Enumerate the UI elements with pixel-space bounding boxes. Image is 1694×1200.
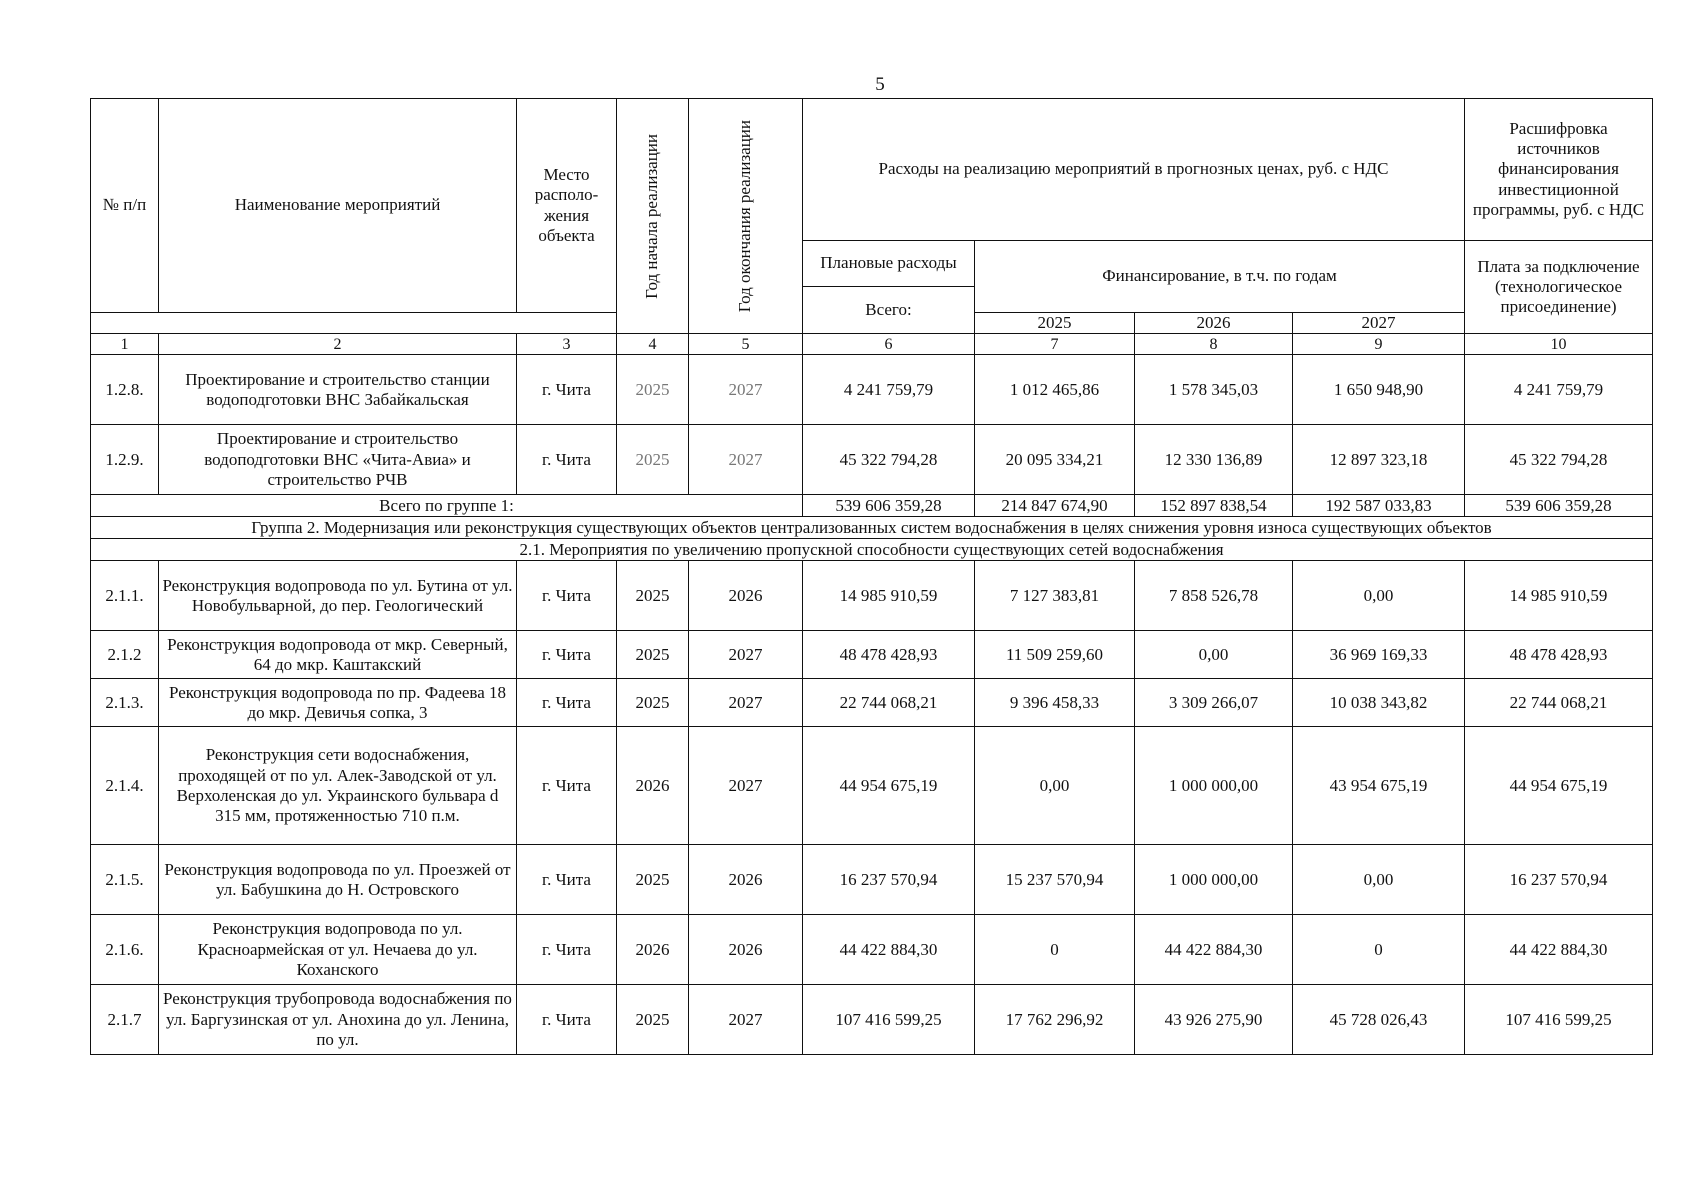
row-total: 48 478 428,93 [803, 631, 975, 679]
table-row [91, 425, 1653, 495]
row-place: г. Чита [517, 915, 617, 985]
row-connection: 48 478 428,93 [1465, 631, 1653, 679]
row-end: 2026 [689, 845, 803, 915]
group-total-2027: 192 587 033,83 [1293, 495, 1465, 517]
row-place: г. Чита [517, 355, 617, 425]
row-total: 107 416 599,25 [803, 985, 975, 1055]
row-place: г. Чита [517, 561, 617, 631]
row-2025: 9 396 458,33 [975, 679, 1135, 727]
subgroup-2-1-title: 2.1. Мероприятия по увеличению пропускной способности существующих сетей водоснабжения [91, 539, 1653, 561]
group-total-connection: 539 606 359,28 [1465, 495, 1653, 517]
row-total: 44 422 884,30 [803, 915, 975, 985]
header-planned: Плановые расходы [803, 241, 975, 287]
row-2027: 0 [1293, 915, 1465, 985]
row-2026: 0,00 [1135, 631, 1293, 679]
row-2027: 36 969 169,33 [1293, 631, 1465, 679]
row-name: Реконструкция водопровода по ул. Бутина от ул. Новобульварной, до пер. Геологический [159, 561, 517, 631]
header-num: № п/п [91, 99, 159, 313]
row-total: 44 954 675,19 [803, 727, 975, 845]
group-total-label: Всего по группе 1: [91, 495, 803, 517]
row-2025: 0,00 [975, 727, 1135, 845]
group-2-title: Группа 2. Модернизация или реконструкция существующих объектов централизованных систем водоснабжения в целях снижения уровня износа существующих объектов [91, 517, 1653, 539]
header-sources: Расшифровка источников финансирования инвестиционной программы, руб. с НДС [1465, 99, 1653, 241]
row-2025: 7 127 383,81 [975, 561, 1135, 631]
row-place: г. Чита [517, 727, 617, 845]
header-end-year [689, 99, 803, 334]
row-end: 2027 [689, 679, 803, 727]
row-start: 2026 [617, 915, 689, 985]
row-2026: 3 309 266,07 [1135, 679, 1293, 727]
row-2025: 15 237 570,94 [975, 845, 1135, 915]
table-row [91, 727, 1653, 845]
row-num: 2.1.1. [91, 561, 159, 631]
group-total-2026: 152 897 838,54 [1135, 495, 1293, 517]
row-2025: 0 [975, 915, 1135, 985]
column-index: 8 [1135, 334, 1293, 355]
row-2027: 0,00 [1293, 845, 1465, 915]
row-num: 2.1.5. [91, 845, 159, 915]
row-connection: 45 322 794,28 [1465, 425, 1653, 495]
group-total-2025: 214 847 674,90 [975, 495, 1135, 517]
row-name: Проектирование и строительство станции водоподготовки ВНС Забайкальская [159, 355, 517, 425]
investment-program-table [90, 98, 1653, 1055]
row-start: 2025 [617, 985, 689, 1055]
row-num: 2.1.2 [91, 631, 159, 679]
row-2027: 43 954 675,19 [1293, 727, 1465, 845]
row-2027: 1 650 948,90 [1293, 355, 1465, 425]
header-start-year-label: Год начала реализации [642, 133, 662, 299]
row-total: 4 241 759,79 [803, 355, 975, 425]
row-connection: 14 985 910,59 [1465, 561, 1653, 631]
row-name: Реконструкция трубопровода водоснабжения по ул. Баргузинская от ул. Анохина до ул. Ленина, по ул. [159, 985, 517, 1055]
row-connection: 4 241 759,79 [1465, 355, 1653, 425]
row-end: 2027 [689, 631, 803, 679]
column-index: 5 [689, 334, 803, 355]
row-num: 2.1.3. [91, 679, 159, 727]
row-connection: 44 422 884,30 [1465, 915, 1653, 985]
row-2026: 1 000 000,00 [1135, 845, 1293, 915]
group-total-row [91, 495, 1653, 517]
row-2027: 45 728 026,43 [1293, 985, 1465, 1055]
row-num: 2.1.4. [91, 727, 159, 845]
row-2025: 1 012 465,86 [975, 355, 1135, 425]
row-start: 2025 [617, 561, 689, 631]
row-connection: 44 954 675,19 [1465, 727, 1653, 845]
row-connection: 107 416 599,25 [1465, 985, 1653, 1055]
column-index: 9 [1293, 334, 1465, 355]
header-total: Всего: [803, 287, 975, 334]
row-2026: 12 330 136,89 [1135, 425, 1293, 495]
header-start-year [617, 99, 689, 334]
header-year-2025: 2025 [975, 313, 1135, 334]
row-2027: 0,00 [1293, 561, 1465, 631]
header-end-year-label: Год окончания реализации [735, 120, 755, 313]
row-num: 2.1.6. [91, 915, 159, 985]
row-2025: 11 509 259,60 [975, 631, 1135, 679]
row-2025: 20 095 334,21 [975, 425, 1135, 495]
row-name: Проектирование и строительство водоподготовки ВНС «Чита-Авиа» и строительство РЧВ [159, 425, 517, 495]
table-row [91, 561, 1653, 631]
row-start: 2025 [617, 631, 689, 679]
column-index: 2 [159, 334, 517, 355]
header-spacer [91, 313, 617, 334]
header-year-2026: 2026 [1135, 313, 1293, 334]
row-start: 2026 [617, 727, 689, 845]
row-end: 2027 [689, 425, 803, 495]
table-row [91, 985, 1653, 1055]
row-name: Реконструкция водопровода по пр. Фадеева 18 до мкр. Девичья сопка, 3 [159, 679, 517, 727]
row-2026: 44 422 884,30 [1135, 915, 1293, 985]
group-total-sum: 539 606 359,28 [803, 495, 975, 517]
column-index-row [91, 334, 1653, 355]
row-2026: 43 926 275,90 [1135, 985, 1293, 1055]
row-name: Реконструкция водопровода от мкр. Северный, 64 до мкр. Каштакский [159, 631, 517, 679]
row-num: 1.2.9. [91, 425, 159, 495]
row-total: 45 322 794,28 [803, 425, 975, 495]
row-total: 22 744 068,21 [803, 679, 975, 727]
header-place: Место располо-жения объекта [517, 99, 617, 313]
row-start: 2025 [617, 679, 689, 727]
row-end: 2027 [689, 355, 803, 425]
table-row [91, 915, 1653, 985]
row-2027: 10 038 343,82 [1293, 679, 1465, 727]
row-place: г. Чита [517, 631, 617, 679]
header-financing: Финансирование, в т.ч. по годам [975, 241, 1465, 313]
column-index: 7 [975, 334, 1135, 355]
row-name: Реконструкция водопровода по ул. Красноармейская от ул. Нечаева до ул. Коханского [159, 915, 517, 985]
table-row [91, 845, 1653, 915]
header-name: Наименование мероприятий [159, 99, 517, 313]
row-start: 2025 [617, 355, 689, 425]
row-end: 2026 [689, 561, 803, 631]
row-2026: 7 858 526,78 [1135, 561, 1293, 631]
row-num: 2.1.7 [91, 985, 159, 1055]
row-connection: 22 744 068,21 [1465, 679, 1653, 727]
row-place: г. Чита [517, 985, 617, 1055]
column-index: 6 [803, 334, 975, 355]
column-index: 3 [517, 334, 617, 355]
row-place: г. Чита [517, 845, 617, 915]
table-row [91, 631, 1653, 679]
column-index: 10 [1465, 334, 1653, 355]
row-total: 16 237 570,94 [803, 845, 975, 915]
row-end: 2027 [689, 727, 803, 845]
table-row [91, 679, 1653, 727]
row-name: Реконструкция сети водоснабжения, проходящей от по ул. Алек-Заводской от ул. Верхоленская до ул. Украинского бульвара d 315 мм, протяженностью 710 п.м. [159, 727, 517, 845]
page-number: 5 [875, 74, 885, 95]
header-connection: Плата за подключение (технологическое присоединение) [1465, 241, 1653, 334]
header-expenses: Расходы на реализацию мероприятий в прогнозных ценах, руб. с НДС [803, 99, 1465, 241]
row-total: 14 985 910,59 [803, 561, 975, 631]
row-2025: 17 762 296,92 [975, 985, 1135, 1055]
column-index: 1 [91, 334, 159, 355]
row-2026: 1 578 345,03 [1135, 355, 1293, 425]
row-end: 2027 [689, 985, 803, 1055]
row-start: 2025 [617, 845, 689, 915]
row-num: 1.2.8. [91, 355, 159, 425]
column-index: 4 [617, 334, 689, 355]
row-end: 2026 [689, 915, 803, 985]
row-2026: 1 000 000,00 [1135, 727, 1293, 845]
row-connection: 16 237 570,94 [1465, 845, 1653, 915]
row-place: г. Чита [517, 679, 617, 727]
table-row [91, 355, 1653, 425]
row-start: 2025 [617, 425, 689, 495]
row-name: Реконструкция водопровода по ул. Проезжей от ул. Бабушкина до Н. Островского [159, 845, 517, 915]
row-place: г. Чита [517, 425, 617, 495]
row-2027: 12 897 323,18 [1293, 425, 1465, 495]
header-year-2027: 2027 [1293, 313, 1465, 334]
